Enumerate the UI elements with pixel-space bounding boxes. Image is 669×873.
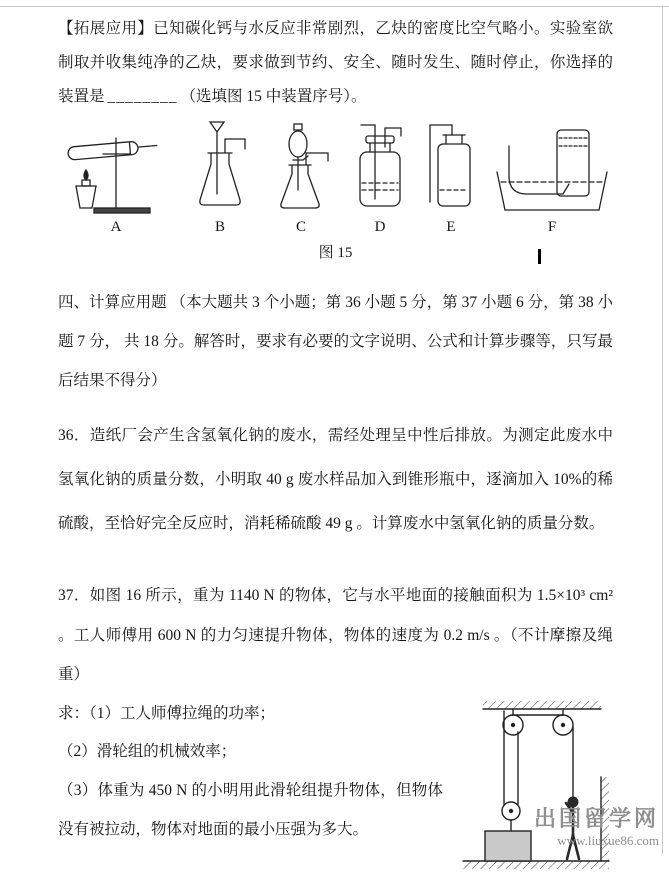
apparatus-c-flask-separating-funnel-diagram — [268, 120, 334, 216]
question-36: 36．造纸厂会产生含氢氧化钠的废水，需经处理呈中性后排放。为测定此废水中氢氧化钠的质量分数，小明取 40 g 废水样品加入到锥形瓶中，逐滴加入 10%的稀硫酸，至恰好完全反应时，消耗稀硫酸 49 g 。计算废水中氢氧化钠的质量分数。 — [58, 426, 613, 532]
apparatus-e — [426, 120, 476, 236]
figure-15-caption: 图 15 — [318, 245, 353, 262]
watermark-site-name: 出国留学网 — [533, 806, 659, 832]
apparatus-label-b: B — [214, 219, 225, 236]
question-37 — [58, 576, 613, 850]
apparatus-f-water-trough-collection-diagram — [493, 120, 611, 216]
apparatus-c — [268, 120, 334, 236]
expansion-application-paragraph — [58, 12, 613, 114]
apparatus-label-c: C — [295, 219, 306, 236]
apparatus-f — [493, 120, 611, 236]
question-37-stem: 37．如图 16 所示，重为 1140 N 的物体，它与水平地面的接触面积为 1.5×10³ cm² 。工人师傅用 600 N 的力匀速提升物体，物体的速度为 0.2 m/s 。（不计摩擦及绳重） — [58, 587, 613, 684]
figure-15 — [58, 120, 613, 262]
apparatus-row — [58, 120, 613, 236]
apparatus-label-f: F — [547, 219, 557, 236]
apparatus-d-gas-washing-bottle-diagram — [351, 120, 409, 216]
question-37-part-2: （2）滑轮组的机械效率； — [58, 743, 237, 761]
watermark-site-url: www.liuxue86.com — [557, 832, 659, 848]
question-37-part-3: （3）体重为 450 N 的小明用此滑轮组提升物体，但物体没有被拉动，物体对地面的最小压强为多大。 — [58, 782, 443, 838]
apparatus-e-bottle-bent-tube-diagram — [426, 120, 476, 216]
apparatus-a-test-tube-stand-lamp-diagram — [60, 120, 172, 216]
intro-text: 【拓展应用】已知碳化钙与水反应非常剧烈，乙炔的密度比空气略小。实验室欲制取并收集纯净的乙炔，要求做到节约、安全、随时发生、随时停止，你选择的装置是 — [58, 20, 613, 106]
apparatus-label-e: E — [446, 219, 456, 236]
apparatus-label-a: A — [110, 219, 122, 236]
scan-border-right — [662, 6, 663, 854]
question-37-part-1: 求：（1）工人师傅拉绳的功率； — [58, 704, 276, 722]
apparatus-a — [60, 120, 172, 236]
answer-blank: ________ — [107, 88, 178, 106]
apparatus-b-flask-funnel-diagram — [189, 120, 251, 216]
watermark — [534, 805, 659, 849]
cursor-mark — [538, 249, 541, 264]
apparatus-label-d: D — [374, 219, 386, 236]
apparatus-b — [189, 120, 251, 236]
intro-tail: （选填图 15 中装置序号）。 — [180, 88, 367, 106]
scan-border-top — [0, 6, 669, 7]
apparatus-d — [351, 120, 409, 236]
section-4-heading: 四、计算应用题 （本大题共 3 个小题；第 36 小题 5 分，第 37 小题 6 分，第 38 小题 7 分， 共 18 分。解答时，要求有必要的文字说明、公式和计算步骤等，只写最后结果不得分） — [58, 294, 613, 389]
